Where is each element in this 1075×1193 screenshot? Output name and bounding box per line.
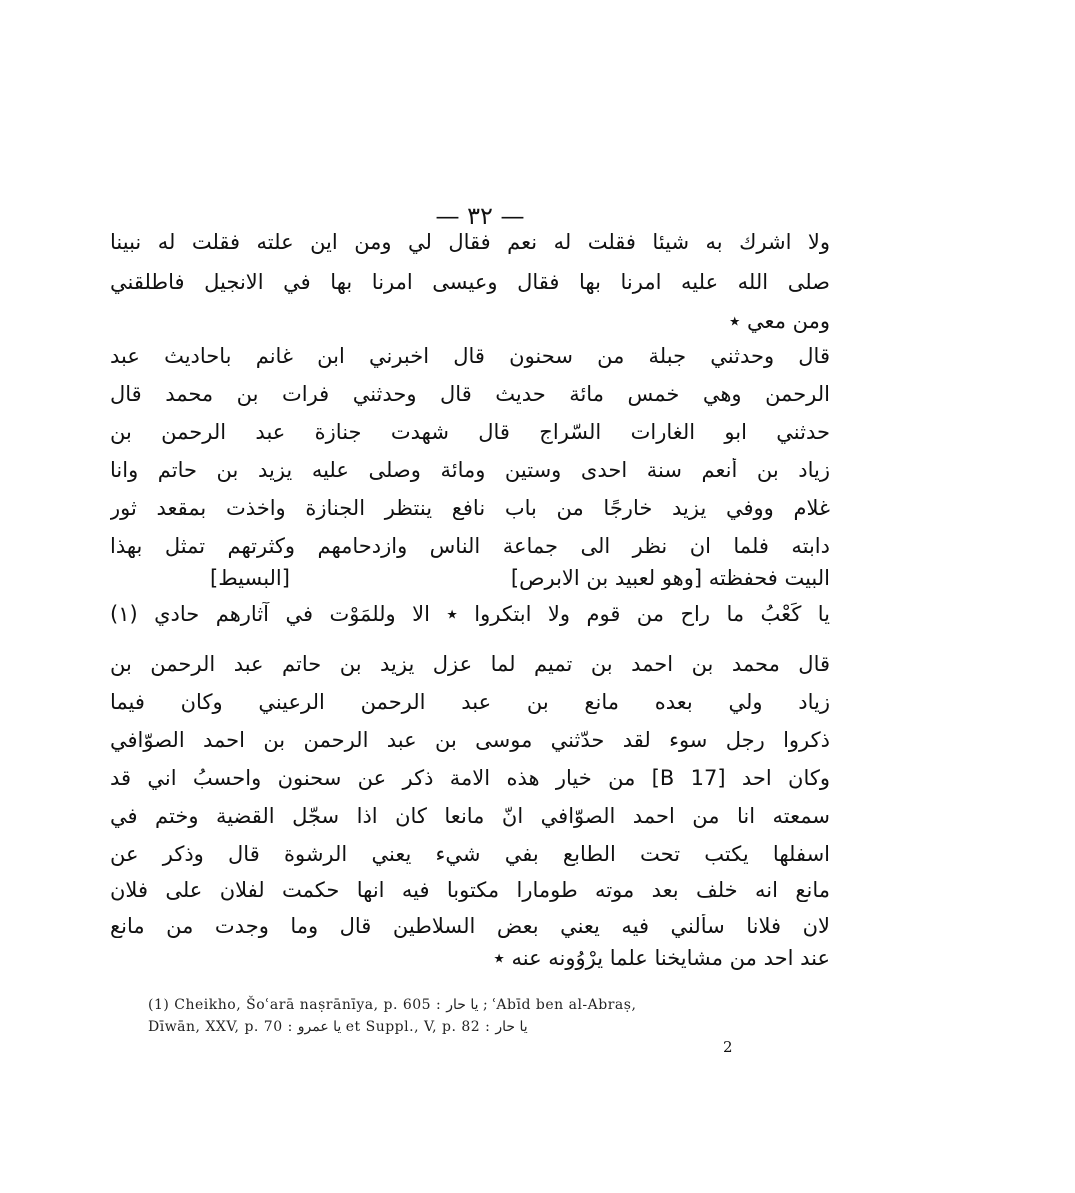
text-line: صلى الله عليه امرنا بها فقال وعيسى امرنا بها في الانجيل فاطلقني: [110, 270, 830, 294]
text-line: حدثني ابو الغارات السّراج قال شهدت جنازة عبد الرحمن بن: [110, 420, 830, 444]
footnote: [148, 994, 828, 1038]
text-line: زياد بن أنعم سنة احدى وستين ومائة وصلى عليه يزيد بن حاتم وانا: [110, 458, 830, 482]
footnote-text: ; ʿAbīd ben al-Abraṣ,: [482, 997, 637, 1013]
verse-meter: [البسيط]: [210, 566, 290, 590]
text-line: الرحمن وهي خمس مائة حديث قال وحدثني فرات بن محمد قال: [110, 382, 830, 406]
footnote-line: [148, 994, 828, 1016]
text-line: قال وحدثني جبلة من سحنون قال اخبرني ابن غانم باحاديث عبد: [110, 344, 830, 368]
text-line: وكان احد [B 17] من خيار هذه الامة ذكر عن سحنون واحسبُ اني قد: [110, 766, 830, 790]
text-line: ولا اشرك به شيئا فقلت له نعم فقال لي ومن اين علته فقلت له نبينا: [110, 230, 830, 254]
text-line: سمعته انا من احمد الصوّافي انّ مانعا كان اذا سجّل القضية وختم في: [110, 804, 830, 828]
text-line: اسفلها يكتب تحت الطابع بفي شيء يعني الرشوة قال وذكر عن: [110, 842, 830, 866]
footnote-text: (1) Cheikho, Šoʿarā naṣrānīya, p. 605 :: [148, 997, 442, 1013]
page-number: — ٣٢ —: [435, 202, 525, 230]
text-line: زياد ولي بعده مانع بن عبد الرحمن الرعيني وكان فيما: [110, 690, 830, 714]
text-line: غلام ووفي يزيد خارجًا من باب نافع ينتظر الجنازة واخذت بمقعد ثور: [110, 496, 830, 520]
footnote-text: Dīwān, XXV, p. 70 :: [148, 1019, 293, 1035]
signature-mark: 2: [723, 1038, 733, 1056]
footnote-arabic: يا حار: [446, 997, 479, 1013]
footnote-text: et Suppl., V, p. 82 :: [345, 1019, 491, 1035]
footnote-arabic: يا حار: [495, 1019, 528, 1035]
text-line: مانع انه خلف بعد موته طومارا مكتوبا فيه انها حكمت لفلان على فلان: [110, 878, 830, 902]
text-line: دابته فلما ان نظر الى جماعة الناس وازدحامهم وكثرتهم تمثل بهذا: [110, 534, 830, 558]
text-line: ذكروا رجل سوء لقد حدّثني موسى بن عبد الرحمن بن احمد الصوّافي: [110, 728, 830, 752]
footnote-arabic: يا عمرو: [297, 1019, 342, 1035]
footnote-line: [148, 1016, 828, 1038]
text-fragment: ومن معي ٭: [728, 309, 830, 333]
verse-source: البيت فحفظته [وهو لعبيد بن الابرص]: [510, 566, 830, 590]
text-fragment: عند احد من مشايخنا علما يرْوُونه عنه ٭: [493, 946, 830, 970]
text-line: لان فلانا سألني فيه يعني بعض السلاطين قال وما وجدت من مانع: [110, 914, 830, 938]
text-line: قال محمد بن احمد بن تميم لما عزل يزيد بن حاتم عبد الرحمن بن: [110, 652, 830, 676]
verse: يا كَعْبُ ما راح من قوم ولا ابتكروا ٭ الا وللمَوْت في آثارهم حادي (١): [110, 602, 830, 626]
